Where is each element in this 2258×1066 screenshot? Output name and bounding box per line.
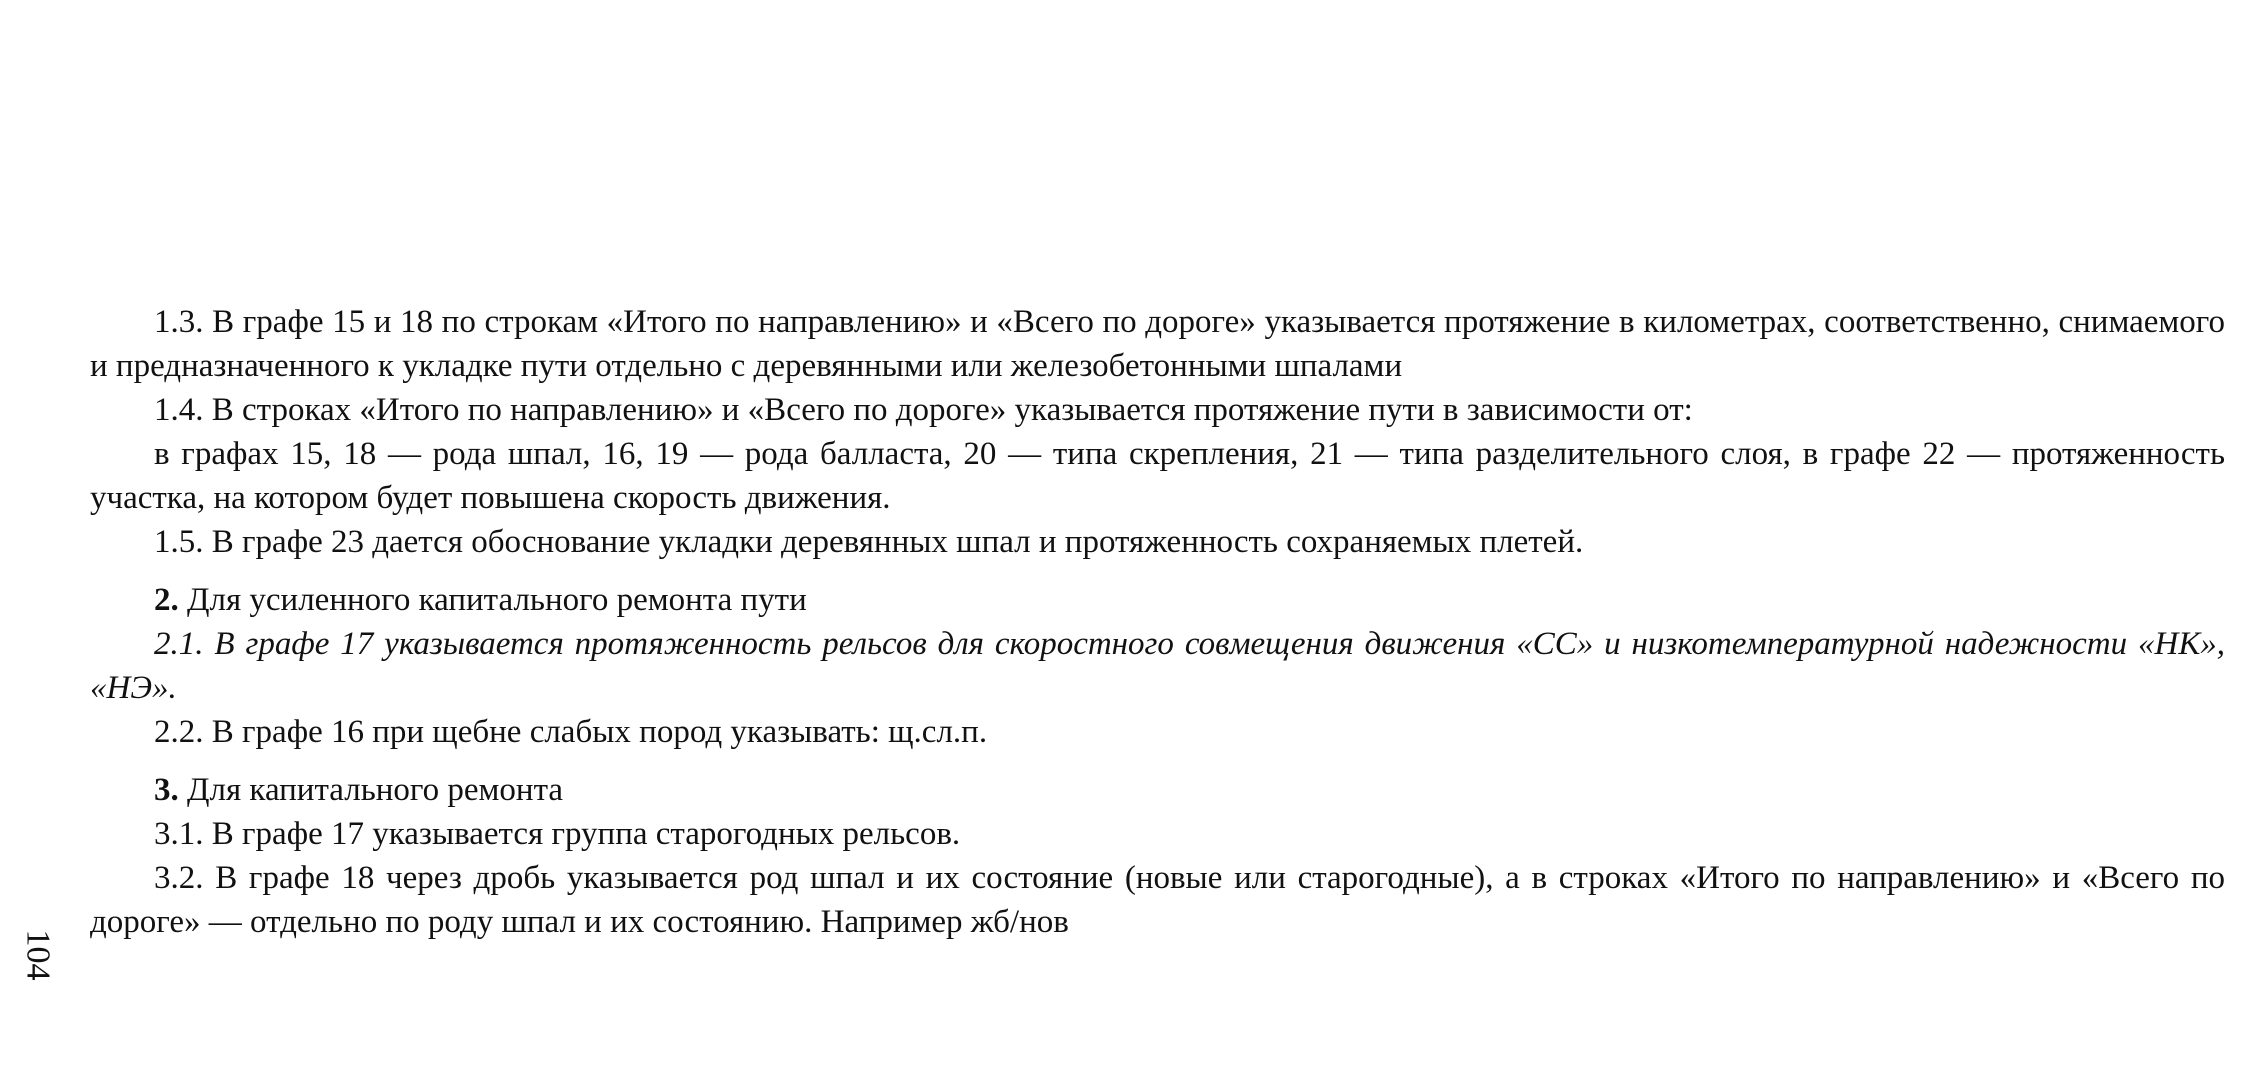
section-3-heading [90, 768, 2225, 812]
paragraph-1-5: 1.5. В графе 23 дается обоснование укладки деревянных шпал и протяженность сохраняемых плетей. [154, 524, 1584, 560]
paragraph-3-2: 3.2. В графе 18 через дробь указывается род шпал и их состояние (новые или старогодные), а в строках «Итого по направлению» и «Всего по дороге» — отдельно по роду шпал и их состоянию. Например жб/нов [90, 860, 2225, 940]
paragraph-1-4-details: в графах 15, 18 — рода шпал, 16, 19 — рода балласта, 20 — типа скрепления, 21 — типа разделительного слоя, в графе 22 — протяженность участка, на котором будет повышена скорость движения. [90, 436, 2225, 516]
section-2-number: 2. [154, 582, 179, 618]
section-2-title: Для усиленного капитального ремонта пути [187, 582, 807, 618]
paragraph-1-3: 1.3. В графе 15 и 18 по строкам «Итого по направлению» и «Всего по дороге» указывается протяжение в километрах, соответственно, снимаемого и предназначенного к укладке пути отдельно с деревянными или железобетонными шпалами [90, 304, 2225, 384]
section-3-title: Для капитального ремонта [187, 772, 564, 808]
paragraph-3-1: 3.1. В графе 17 указывается группа старогодных рельсов. [154, 816, 961, 852]
paragraph-2-2: 2.2. В графе 16 при щебне слабых пород указывать: щ.сл.п. [154, 714, 988, 750]
page-number: 104 [19, 929, 57, 981]
paragraph-2-1: 2.1. В графе 17 указывается протяженность рельсов для скоростного совмещения движения «СС» и низкотемпературной надежности «НК», «НЭ». [90, 626, 2225, 706]
section-3-number: 3. [154, 772, 179, 808]
text-block [90, 300, 2225, 944]
paragraph-1-4: 1.4. В строках «Итого по направлению» и «Всего по дороге» указывается протяжение пути в зависимости от: [154, 392, 1693, 428]
section-2-heading [90, 578, 2225, 622]
